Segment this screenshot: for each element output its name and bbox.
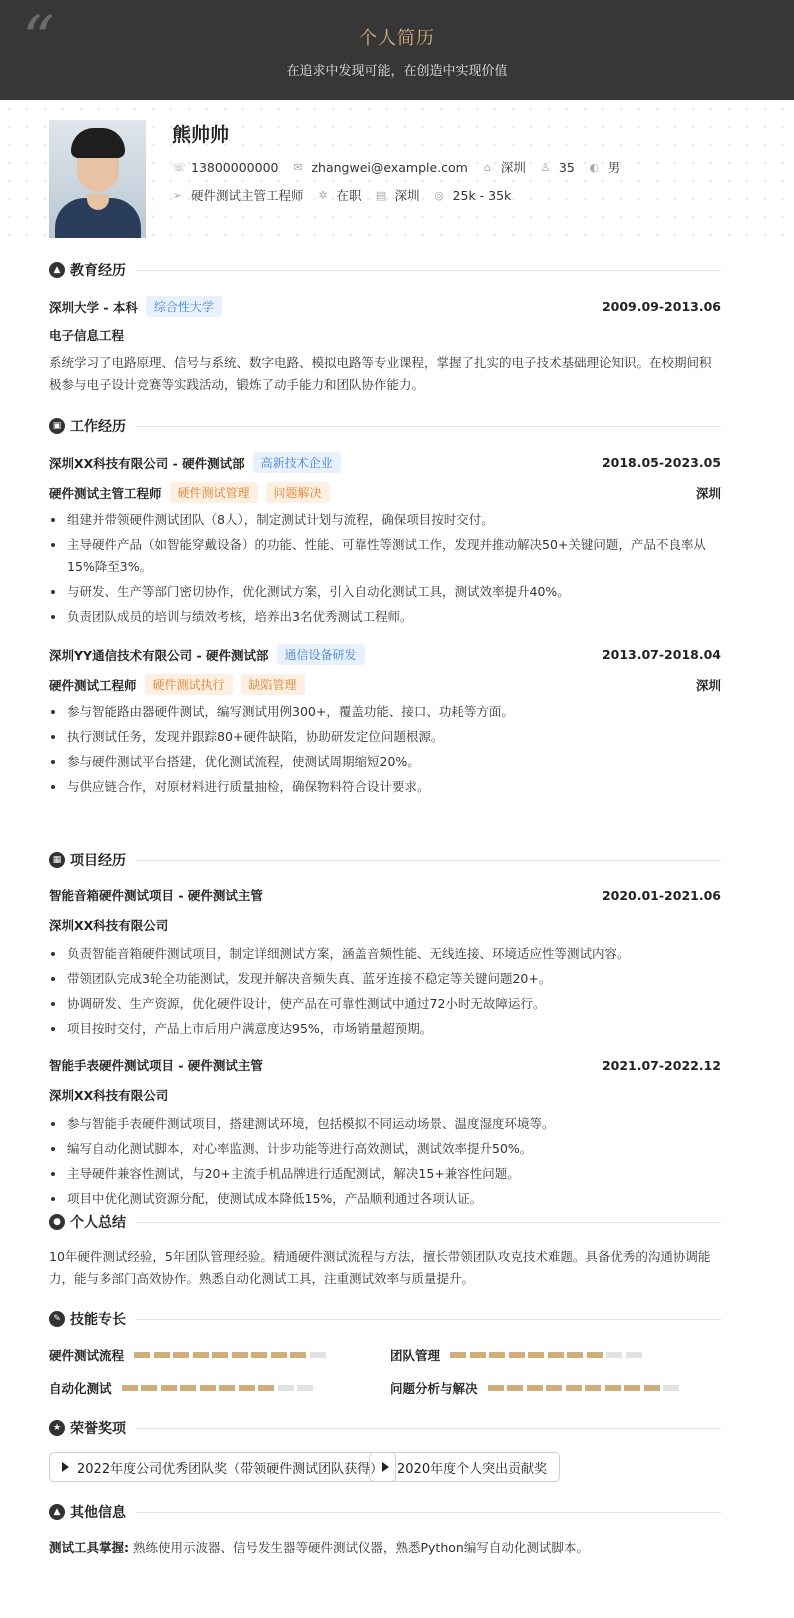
status: 在职	[336, 188, 362, 203]
skill-level-segment	[134, 1352, 150, 1358]
city: 深圳	[500, 160, 526, 175]
send-icon: ➢	[172, 188, 183, 202]
project-name: 智能手表硬件测试项目 - 硬件测试主管	[49, 1058, 263, 1073]
list-item: 执行测试任务，发现并跟踪80+硬件缺陷，协助研发定位问题根源。	[49, 726, 721, 748]
skills-section	[49, 1309, 721, 1399]
pen-icon: ✎	[49, 1311, 65, 1327]
skill-tag: 问题解决	[266, 482, 330, 503]
school-name: 深圳大学 - 本科	[49, 299, 138, 315]
age: 35	[558, 159, 575, 175]
home-icon: ⌂	[483, 160, 491, 174]
email: zhangwei@example.com	[311, 159, 468, 175]
job-role: 硬件测试主管工程师	[49, 485, 162, 501]
contact-row	[172, 158, 634, 176]
school-tag: 综合性大学	[146, 296, 222, 317]
skill-item	[49, 1379, 317, 1397]
skill-level-segment	[251, 1352, 267, 1358]
award-label: 2020年度个人突出贡献奖	[397, 1461, 548, 1477]
skill-level-segment	[278, 1385, 294, 1391]
skill-level-segment	[626, 1352, 642, 1358]
list-item: 项目按时交付，产品上市后用户满意度达95%，市场销量超预期。	[49, 1018, 721, 1040]
skill-level-segment	[290, 1352, 306, 1358]
skill-level-segment	[528, 1352, 544, 1358]
skill-level-segment	[567, 1352, 583, 1358]
play-icon	[62, 1462, 69, 1472]
list-item: 带领团队完成3轮全功能测试，发现并解决音频失真、蓝牙连接不稳定等关键问题20+。	[49, 968, 721, 990]
skill-level-segment	[663, 1385, 679, 1391]
skill-level-segment	[527, 1385, 543, 1391]
other-section	[49, 1502, 721, 1572]
skill-level-segment	[193, 1352, 209, 1358]
skill-level-segment	[219, 1385, 235, 1391]
project-period: 2020.01-2021.06	[601, 887, 721, 903]
skill-item	[390, 1379, 683, 1397]
list-item: 负责智能音箱硬件测试项目，制定详细测试方案，涵盖音频性能、无线连接、环境适应性等测试内容。	[49, 943, 721, 965]
section-title: 个人总结	[70, 1215, 126, 1231]
status-icon: ✲	[318, 188, 328, 202]
project-bullets	[49, 943, 721, 1043]
list-item: 协调研发、生产资源，优化硬件设计，使产品在可靠性测试中通过72小时无故障运行。	[49, 993, 721, 1015]
major: 电子信息工程	[49, 328, 125, 343]
list-item: 主导硬件兼容性测试，与20+主流手机品牌进行适配测试，解决15+兼容性问题。	[49, 1163, 721, 1185]
position: 硬件测试主管工程师	[191, 188, 304, 203]
skill-level-segment	[624, 1385, 640, 1391]
skill-level-segment	[509, 1352, 525, 1358]
project-company: 深圳XX科技有限公司	[49, 918, 169, 933]
job-intent-row	[172, 186, 525, 204]
salary: 25k - 35k	[452, 187, 512, 203]
user-icon: ●	[49, 1214, 65, 1230]
phone-icon: ☏	[172, 160, 186, 174]
avatar	[49, 120, 146, 238]
gender: 男	[607, 160, 621, 175]
award-item	[369, 1452, 560, 1482]
section-title: 其他信息	[70, 1505, 126, 1521]
skill-tag: 缺陷管理	[241, 674, 305, 695]
job-city: 深圳	[695, 677, 721, 693]
building-icon: ▤	[375, 188, 387, 202]
other-text: 熟练使用示波器、信号发生器等硬件测试仪器，熟悉Python编写自动化测试脚本。	[133, 1540, 589, 1555]
profile-section	[0, 100, 794, 248]
skill-level-segment	[212, 1352, 228, 1358]
section-title: 工作经历	[70, 419, 126, 435]
medal-icon: ★	[49, 1420, 65, 1436]
list-item: 组建并带领硬件测试团队（8人），制定测试计划与流程，确保项目按时交付。	[49, 509, 721, 531]
money-icon: ◎	[434, 188, 444, 202]
skill-level-segment	[154, 1352, 170, 1358]
company-name: 深圳YY通信技术有限公司 - 硬件测试部	[49, 647, 269, 663]
graduation-cap-icon: ▲	[49, 262, 65, 278]
job-city: 深圳	[695, 485, 721, 501]
skill-level-segment	[489, 1352, 505, 1358]
gender-icon: ◐	[589, 160, 600, 174]
job-role: 硬件测试工程师	[49, 677, 137, 693]
skill-level-segment	[310, 1352, 326, 1358]
company-tag: 高新技术企业	[253, 452, 341, 473]
list-item: 与供应链合作，对原材料进行质量抽检，确保物料符合设计要求。	[49, 776, 721, 798]
education-section	[49, 260, 721, 400]
candidate-name: 熊帅帅	[172, 124, 230, 146]
other-label: 测试工具掌握:	[49, 1540, 129, 1555]
skill-name: 自动化测试	[49, 1381, 112, 1396]
award-item	[49, 1452, 396, 1482]
skill-level-segment	[605, 1385, 621, 1391]
job-period: 2013.07-2018.04	[601, 647, 721, 662]
list-item: 编写自动化测试脚本，对心率监测、计步功能等进行高效测试，测试效率提升50%。	[49, 1138, 721, 1160]
list-item: 参与智能手表硬件测试项目，搭建测试环境，包括模拟不同运动场景、温度湿度环境等。	[49, 1113, 721, 1135]
info-icon: ▲	[49, 1504, 65, 1520]
skill-item	[49, 1346, 329, 1364]
summary-section	[49, 1212, 721, 1298]
skill-level-segment	[606, 1352, 622, 1358]
list-item: 负责团队成员的培训与绩效考核，培养出3名优秀测试工程师。	[49, 606, 721, 628]
edu-description: 系统学习了电路原理、信号与系统、数字电路、模拟电路等专业课程，掌握了扎实的电子技术基础理论知识。在校期间积极参与电子设计竞赛等实践活动，锻炼了动手能力和团队协作能力。	[49, 355, 712, 392]
awards-section	[49, 1418, 721, 1490]
projects-section	[49, 850, 721, 1230]
target-city: 深圳	[394, 188, 420, 203]
skill-level-segment	[232, 1352, 248, 1358]
skill-tag: 硬件测试管理	[170, 482, 258, 503]
skill-name: 硬件测试流程	[49, 1348, 125, 1363]
mail-icon: ✉	[293, 160, 303, 174]
list-item: 主导硬件产品（如智能穿戴设备）的功能、性能、可靠性等测试工作，发现并推动解决50+关键问题，产品不良率从15%降至3%。	[49, 534, 721, 578]
skill-level-segment	[470, 1352, 486, 1358]
skill-level-segment	[507, 1385, 523, 1391]
skill-level-segment	[587, 1352, 603, 1358]
list-item: 参与智能路由器硬件测试，编写测试用例300+，覆盖功能、接口、功耗等方面。	[49, 701, 721, 723]
skill-level-segment	[297, 1385, 313, 1391]
skill-level-segment	[258, 1385, 274, 1391]
skill-level-segment	[122, 1385, 138, 1391]
project-bullets	[49, 1113, 721, 1213]
company-name: 深圳XX科技有限公司 - 硬件测试部	[49, 455, 245, 471]
list-item: 项目中优化测试资源分配，使测试成本降低15%，产品顺利通过各项认证。	[49, 1188, 721, 1210]
skill-level-bar	[488, 1385, 683, 1391]
skill-level-segment	[450, 1352, 466, 1358]
edu-period: 2009.09-2013.06	[601, 299, 721, 314]
skill-item	[390, 1346, 645, 1364]
skill-level-segment	[200, 1385, 216, 1391]
age-icon: ♙	[540, 160, 551, 174]
skill-level-segment	[546, 1385, 562, 1391]
job-period: 2018.05-2023.05	[601, 455, 721, 470]
skill-level-bar	[450, 1352, 645, 1358]
summary-text: 10年硬件测试经验，5年团队管理经验。精通硬件测试流程与方法，擅长带领团队攻克技术难题。具备优秀的沟通协调能力，能与多部门高效协作。熟悉自动化测试工具，注重测试效率与质量提升。	[49, 1249, 711, 1286]
company-tag: 通信设备研发	[277, 644, 365, 665]
skill-level-bar	[122, 1385, 317, 1391]
skill-level-bar	[134, 1352, 329, 1358]
skill-level-segment	[566, 1385, 582, 1391]
skill-level-segment	[173, 1352, 189, 1358]
page-header	[0, 0, 794, 100]
skill-level-segment	[548, 1352, 564, 1358]
award-label: 2022年度公司优秀团队奖（带领硬件测试团队获得）	[77, 1461, 384, 1477]
skill-level-segment	[488, 1385, 504, 1391]
project-company: 深圳XX科技有限公司	[49, 1088, 169, 1103]
project-period: 2021.07-2022.12	[601, 1057, 721, 1073]
skill-level-segment	[585, 1385, 601, 1391]
list-item: 参与硬件测试平台搭建，优化测试流程，使测试周期缩短20%。	[49, 751, 721, 773]
section-title: 技能专长	[70, 1312, 126, 1328]
quote-icon: “	[22, 3, 55, 77]
job-bullets	[49, 509, 721, 631]
skill-level-segment	[161, 1385, 177, 1391]
briefcase-icon: ▣	[49, 418, 65, 434]
work-section	[49, 416, 721, 806]
grid-icon: ▦	[49, 852, 65, 868]
section-title: 项目经历	[70, 853, 126, 869]
job-bullets	[49, 701, 721, 801]
skill-level-segment	[239, 1385, 255, 1391]
page-title: 个人简历	[359, 28, 435, 49]
play-icon	[382, 1462, 389, 1472]
skill-level-segment	[180, 1385, 196, 1391]
phone: 13800000000	[191, 159, 279, 175]
project-name: 智能音箱硬件测试项目 - 硬件测试主管	[49, 888, 263, 903]
skill-name: 问题分析与解决	[390, 1381, 478, 1396]
section-title: 教育经历	[70, 263, 126, 279]
skill-level-segment	[141, 1385, 157, 1391]
skill-tag: 硬件测试执行	[145, 674, 233, 695]
page-subtitle: 在追求中发现可能，在创造中实现价值	[286, 64, 508, 79]
section-title: 荣誉奖项	[70, 1421, 126, 1437]
skill-level-segment	[644, 1385, 660, 1391]
list-item: 与研发、生产等部门密切协作，优化测试方案，引入自动化测试工具，测试效率提升40%。	[49, 581, 721, 603]
skill-level-segment	[271, 1352, 287, 1358]
skill-name: 团队管理	[390, 1348, 441, 1363]
